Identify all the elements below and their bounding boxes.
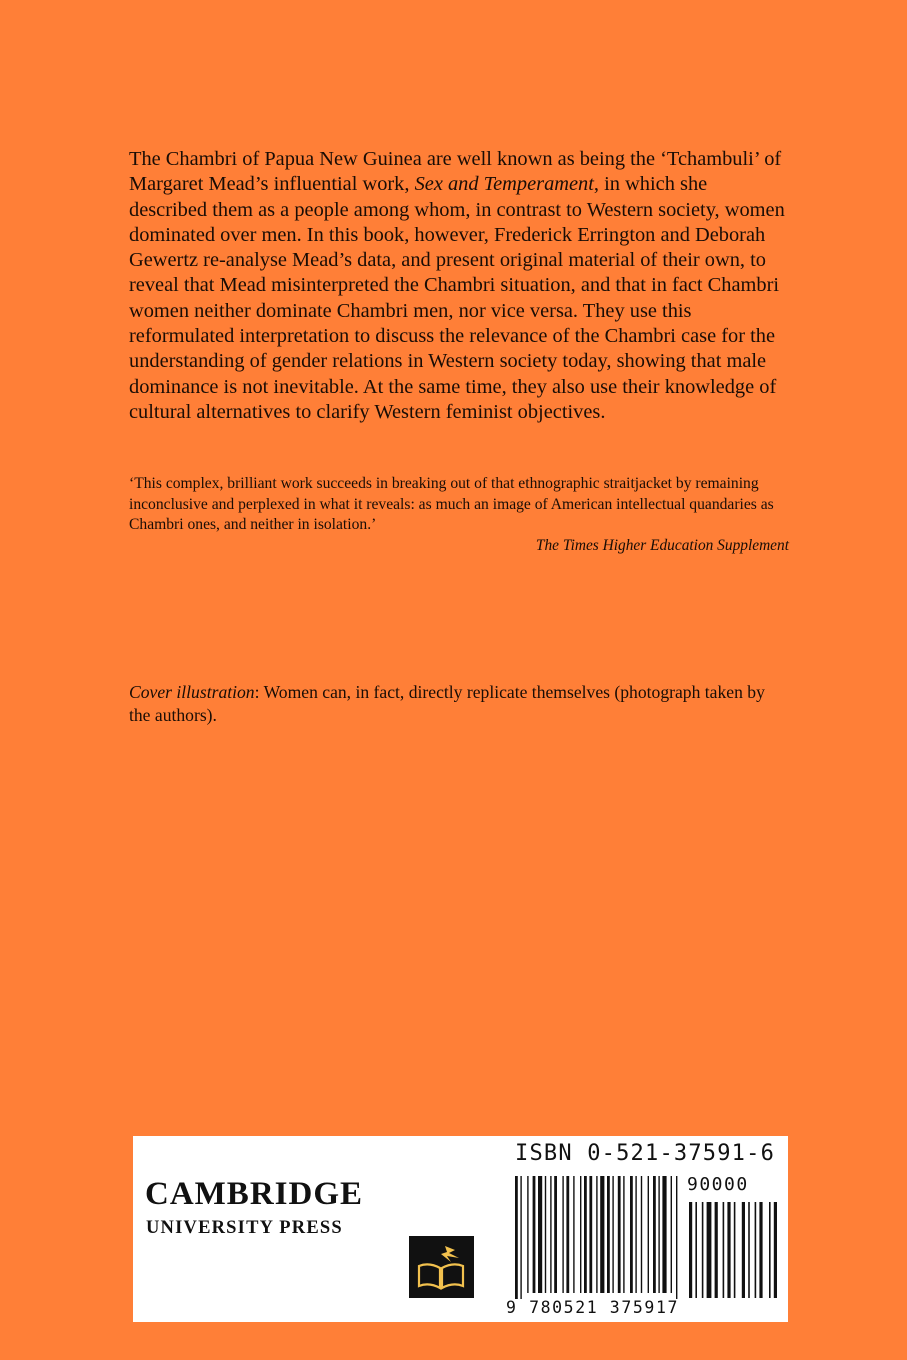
barcode-bar — [527, 1176, 528, 1293]
barcode-bar — [589, 1176, 592, 1293]
barcode-bar — [562, 1176, 563, 1293]
review-text: ‘This complex, brilliant work succeeds in breaking out of that ethnographic straitjacket by remaining inconclusive and perplexed in what it reveals: as much an image of American intellectual quandaries as Chambri ones, and neither in isolation.’ — [129, 475, 774, 533]
barcode-bar — [538, 1176, 542, 1293]
addon-bar — [742, 1202, 745, 1298]
barcode-bar — [545, 1176, 546, 1293]
barcode-bar — [635, 1176, 636, 1293]
barcode-bar — [671, 1176, 672, 1293]
publisher-subtitle: UNIVERSITY PRESS — [146, 1218, 343, 1238]
barcode-bar — [600, 1176, 604, 1293]
barcode-bar — [566, 1176, 569, 1293]
barcode-bar — [550, 1176, 551, 1293]
addon-bar — [774, 1202, 777, 1298]
addon-bar — [707, 1202, 712, 1298]
barcode-bar — [658, 1176, 659, 1293]
addon-bar — [702, 1202, 704, 1298]
book-title: Sex and Temperament — [414, 173, 594, 196]
cover-illustration-note — [129, 681, 769, 726]
addon-bar — [755, 1202, 757, 1298]
blurb-part-1: The Chambri of Papua New Guinea are well known as being the ‘Tchambuli’ of Margaret Mead’s influential work, — [129, 148, 782, 196]
barcode-bar — [573, 1176, 574, 1293]
barcode-bar — [580, 1176, 581, 1293]
addon-bar — [727, 1202, 730, 1298]
addon-bar — [734, 1202, 736, 1298]
barcode-bar — [515, 1176, 518, 1299]
barcode-bar — [533, 1176, 536, 1293]
back-cover-blurb — [129, 147, 789, 425]
price-code: 90000 — [687, 1174, 749, 1195]
barcode-panel — [133, 1136, 788, 1322]
barcode-bar — [584, 1176, 587, 1293]
barcode-bar — [596, 1176, 597, 1293]
addon-bar — [715, 1202, 718, 1298]
cover-note-label: Cover illustration — [129, 682, 255, 702]
barcode-bar — [630, 1176, 633, 1293]
addon-bar — [723, 1202, 725, 1298]
ean-barcode — [509, 1176, 799, 1301]
blurb-part-2: , in which she described them as a people among whom, in contrast to Western society, women dominated over men. In this book, however, Frederick Errington and Deborah Gewertz re-analyse Mead’s data, and present original material of their own, to reveal that Mead misinterpreted the Chambri situation, and that in fact Chambri women neither dominate Chambri men, nor vice versa. They use this reformulated interpretation to discuss the relevance of the Chambri case for the understanding of gender relations in Western society today, showing that male dominance is not inevitable. At the same time, they also use their knowledge of cultural alternatives to clarify Western feminist objectives. — [129, 173, 785, 423]
barcode-bar — [618, 1176, 621, 1293]
barcode-bar — [623, 1176, 624, 1293]
addon-bar — [759, 1202, 762, 1298]
barcode-bar — [612, 1176, 613, 1293]
barcode-bar — [554, 1176, 557, 1293]
publisher-logo-icon — [409, 1236, 474, 1298]
barcode-bar — [662, 1176, 666, 1293]
publisher-name: CAMBRIDGE — [145, 1176, 364, 1212]
review-quote — [129, 474, 789, 556]
barcode-bar — [520, 1176, 521, 1299]
barcode-bar — [648, 1176, 649, 1293]
addon-bar — [769, 1202, 771, 1298]
barcode-bar — [676, 1176, 677, 1299]
barcode-bar — [653, 1176, 656, 1293]
addon-bar — [748, 1202, 750, 1298]
addon-bar — [695, 1202, 697, 1298]
barcode-bar — [607, 1176, 610, 1293]
ean-digits: 9 780521 375917 — [506, 1298, 680, 1317]
addon-bar — [689, 1202, 692, 1298]
review-source: The Times Higher Education Supplement — [535, 536, 789, 554]
barcode-bar — [641, 1176, 642, 1293]
cover-note-text: : Women can, in fact, directly replicate themselves (photograph taken by the authors). — [129, 682, 765, 725]
isbn-label: ISBN 0-521-37591-6 — [515, 1141, 776, 1166]
